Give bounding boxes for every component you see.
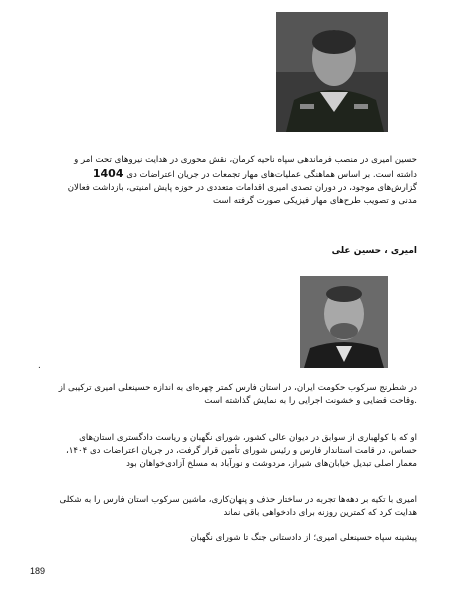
paragraph-3-line-2: حساس، در قامت استاندار فارس و رئیس شورای تأمین قرار گرفت، در جریان اعتراضات دی ۱۴۰۴، [65,446,417,456]
paragraph-3 [37,432,417,471]
paragraph-2-line-1: در شطرنج سرکوب حکومت ایران، در استان فارس کمتر چهره‌ای به اندازه حسینعلی امیری ترکیبی از [58,383,417,393]
section-heading: امیری ، حسین علی [331,246,417,256]
portrait-2-image [300,276,388,368]
paragraph-1-line-2-text: داشته است. بر اساس هماهنگی عملیات‌های مهار تجمعات در جریان اعتراضات دی [126,170,417,180]
paragraph-1 [37,154,417,208]
paragraph-3-line-3: معمار اصلی تبدیل خیابان‌های شیراز، مردوشت و نورآباد به مسلخ آزادی‌خواهان بود [126,459,417,469]
paragraph-1-line-1: حسین امیری در منصب فرماندهی سپاه ناحیه کرمان، نقش محوری در هدایت نیروهای تحت امر و [74,155,417,165]
paragraph-4-line-2: هدایت کرد که کمترین روزنه برای دادخواهی باقی نماند [223,508,417,518]
year-highlight: 1404 [92,167,124,180]
paragraph-1-line-2 [37,167,417,182]
portrait-1-image [276,12,388,132]
paragraph-5-line-1: پیشینه سپاه حسینعلی امیری؛ از دادستانی جنگ تا شورای نگهبان [190,533,417,543]
portrait-photo-2 [300,276,388,368]
paragraph-1-line-4: مدنی و تصویب طرح‌های مهار فیزیکی صورت گرفته است [212,196,417,206]
paragraph-2 [37,382,417,408]
paragraph-1-line-3: گزارش‌های موجود، در دوران تصدی امیری اقدامات متعددی در حوزه پایش امنیتی، بازداشت فعالان [67,183,417,193]
paragraph-5 [37,532,417,545]
paragraph-3-line-1: او که با کولهباری از سوابق در دیوان عالی کشور، شورای نگهبان و ریاست دادگستری استان‌های [79,433,417,443]
portrait-photo-1 [276,12,388,132]
paragraph-2-line-2: .وقاحت قضایی و خشونت اجرایی را به نمایش گذاشته است [204,396,417,406]
dot-marker: . [38,361,41,371]
paragraph-4 [37,494,417,520]
paragraph-4-line-1: امیری با تکیه بر دهه‌ها تجربه در ساختار حذف و پنهان‌کاری، ماشین سرکوب استان فارس را به شکلی [59,495,417,505]
page-number: 189 [30,566,46,576]
